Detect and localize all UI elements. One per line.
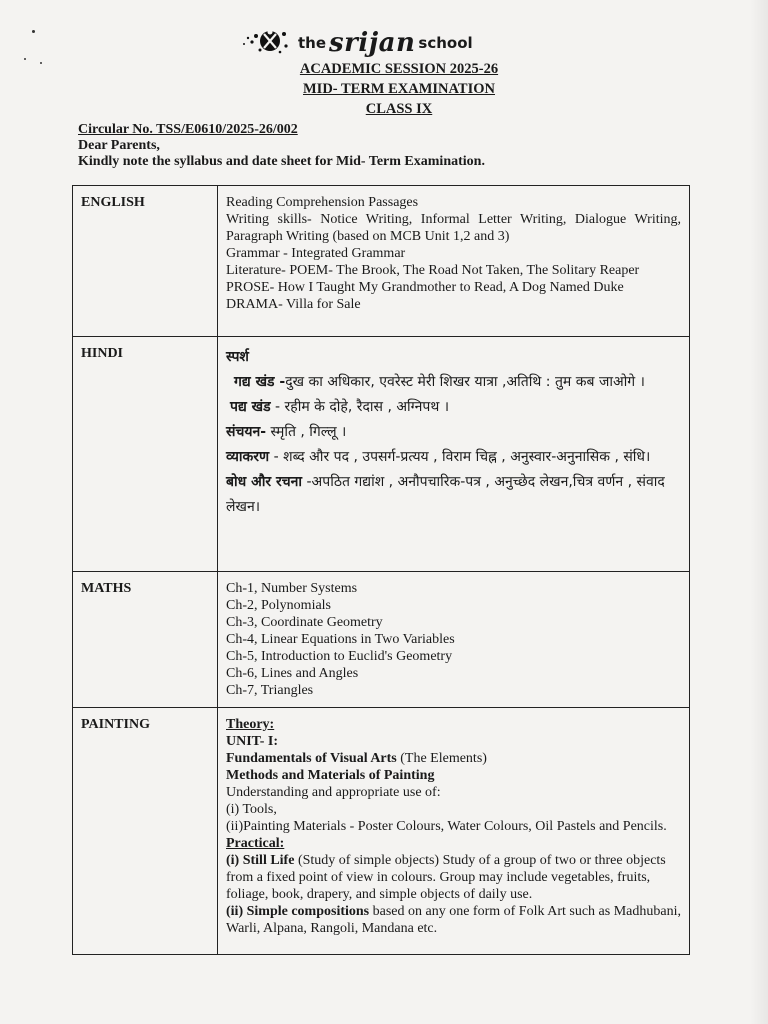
maths-chapter: Ch-7, Triangles (226, 683, 314, 698)
painting-compositions (226, 903, 681, 937)
english-line: Writing skills- Notice Writing, Informal Letter Writing, Dialogue Writing, Paragraph Writing (based on MCB Unit 1,2 and 3) (226, 212, 681, 244)
subject-content-english (218, 186, 690, 337)
painting-still-life-rest: (Study of simple objects) Study of a group of two or three objects from a fixed point of view in colours. Group may include vegetables, fruits, foliage, book, drapery, and simple objects of daily use. (226, 853, 666, 902)
maths-chapter: Ch-1, Number Systems (226, 581, 358, 596)
painting-understanding: Understanding and appropriate use of: (226, 785, 441, 800)
hindi-vyakaran-text: - शब्द और पद , उपसर्ग-प्रत्यय , विराम चिह्न , अनुस्वार-अनुनासिक , संधि। (269, 449, 651, 465)
hindi-padya-label: पद्य खंड (230, 399, 271, 415)
logo-the: the (298, 34, 327, 52)
circular-number: Circular No. TSS/E0610/2025-26/002 (78, 122, 298, 137)
subject-content-maths (218, 572, 690, 708)
subject-content-hindi (218, 337, 690, 572)
maths-chapter: Ch-3, Coordinate Geometry (226, 615, 383, 630)
circular-note: Kindly note the syllabus and date sheet for Mid- Term Examination. (78, 154, 485, 169)
table-row-hindi (73, 337, 690, 572)
painting-still-life (226, 852, 681, 903)
hindi-bodh-label: बोध और रचना (226, 474, 303, 490)
hindi-sparsh-label: स्पर्श (226, 349, 249, 365)
paper-speck (24, 58, 26, 60)
maths-chapter: Ch-5, Introduction to Euclid's Geometry (226, 649, 453, 664)
hindi-padya (226, 395, 681, 420)
salutation: Dear Parents, (78, 138, 160, 153)
subject-name: HINDI (73, 337, 218, 572)
hindi-bodh (226, 470, 681, 520)
hindi-vyakaran-label: व्याकरण (226, 449, 270, 465)
english-line: Grammar - Integrated Grammar (226, 246, 406, 261)
table-row-painting (73, 708, 690, 955)
subject-content-painting (218, 708, 690, 955)
painting-methods: Methods and Materials of Painting (226, 768, 435, 783)
painting-tools: (i) Tools, (226, 802, 277, 817)
logo-school: school (418, 34, 473, 52)
logo-emblem-icon (238, 24, 294, 58)
english-line: DRAMA- Villa for Sale (226, 297, 361, 312)
painting-practical-heading: Practical: (226, 836, 285, 851)
painting-fundamentals-rest: (The Elements) (396, 751, 487, 766)
hindi-gadya-label: गद्य खंड - (234, 374, 286, 390)
maths-chapter: Ch-2, Polynomials (226, 598, 332, 613)
painting-theory-heading: Theory: (226, 717, 275, 732)
subject-name: ENGLISH (73, 186, 218, 337)
maths-chapter: Ch-4, Linear Equations in Two Variables (226, 632, 455, 647)
hindi-sanchayan (226, 420, 681, 445)
painting-compositions-bold: (ii) Simple compositions (226, 904, 370, 919)
syllabus-table (72, 185, 690, 955)
subject-name: PAINTING (73, 708, 218, 955)
session-heading: ACADEMIC SESSION 2025-26 (299, 61, 499, 77)
paper-speck (32, 30, 35, 33)
hindi-gadya-text: दुख का अधिकार, एवरेस्ट मेरी शिखर यात्रा ,अतिथि : तुम कब जाओगे । (285, 374, 645, 390)
english-line: Reading Comprehension Passages (226, 195, 419, 210)
table-row-maths (73, 572, 690, 708)
school-logo (238, 22, 473, 58)
hindi-sanchayan-text: स्मृति , गिल्लू । (266, 424, 347, 440)
subject-name: MATHS (73, 572, 218, 708)
exam-heading: MID- TERM EXAMINATION (303, 81, 495, 97)
class-heading: CLASS IX (365, 101, 433, 117)
hindi-sparsh (226, 345, 681, 370)
english-line: PROSE- How I Taught My Grandmother to Read, A Dog Named Duke (226, 280, 624, 295)
painting-unit: UNIT- I: (226, 734, 278, 749)
page-edge-shadow (750, 0, 768, 1024)
hindi-bodh-text: -अपठित गद्यांश , अनौपचारिक-पत्र , अनुच्छेद लेखन,चित्र वर्णन , संवाद लेखन। (226, 474, 665, 515)
table-row-english (73, 186, 690, 337)
hindi-vyakaran (226, 445, 681, 470)
painting-materials: (ii)Painting Materials - Poster Colours, Water Colours, Oil Pastels and Pencils. (226, 819, 667, 834)
hindi-gadya (226, 370, 681, 395)
logo-name: srijan (329, 28, 416, 58)
painting-compositions-rest: based on any one form of Folk Art such as Madhubani, Warli, Alpana, Rangoli, Mandana etc. (226, 904, 681, 936)
painting-fundamentals-bold: Fundamentals of Visual Arts (226, 751, 397, 766)
english-line: Literature- POEM- The Brook, The Road Not Taken, The Solitary Reaper (226, 263, 640, 278)
hindi-sanchayan-label: संचयन- (226, 424, 267, 440)
hindi-padya-text: - रहीम के दोहे, रैदास , अग्निपथ । (270, 399, 450, 415)
painting-still-life-bold: (i) Still Life (226, 853, 295, 868)
maths-chapter: Ch-6, Lines and Angles (226, 666, 359, 681)
painting-fundamentals (226, 750, 681, 767)
